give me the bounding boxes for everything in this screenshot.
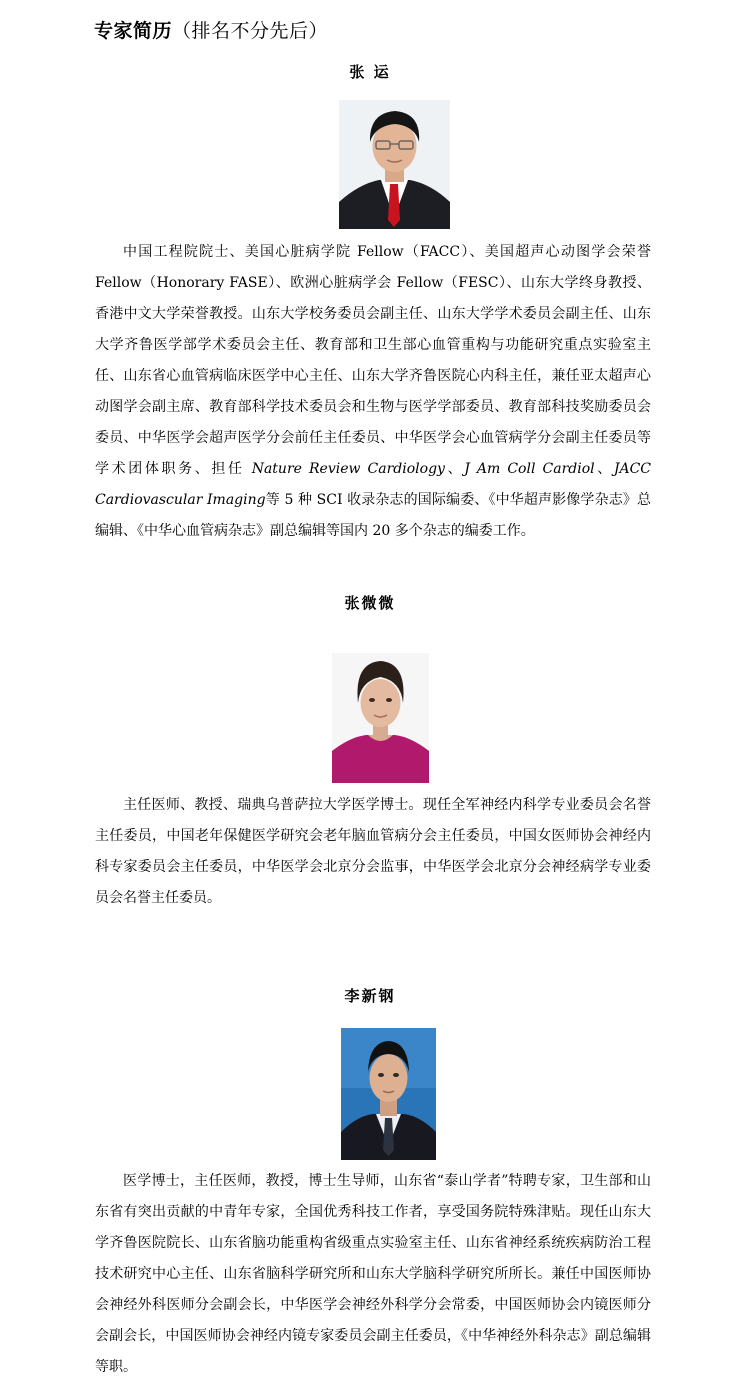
separator: 、	[444, 461, 465, 477]
expert-photo	[332, 653, 429, 783]
journal-name: Nature Review Cardiology	[251, 461, 445, 477]
expert-photo	[339, 100, 450, 229]
section-title: 专家简历	[94, 20, 173, 42]
journal-name: J Am Coll Cardiol	[464, 461, 595, 477]
expert-name: 张 运	[349, 63, 391, 81]
portrait-photo	[341, 1028, 436, 1160]
section-heading	[94, 16, 328, 43]
separator: 、	[594, 461, 614, 477]
bio-text-start: 中国工程院院士、美国心脏病学院 Fellow（FACC）、美国超声心动图学会荣誉 Fellow（Honorary FASE）、欧洲心脏病学会 Fellow（FESC）、山东大学终身教授、香港中文大学荣誉教授。山东大学校务委员会副主任、山东大学学术委员会副主任、山东大学齐鲁医学部学术委员会主任、教育部和卫生部心血管重构与功能研究重点实验室主任、山东省心血管病临床医学中心主任、山东大学齐鲁医院心内科主任，兼任亚太超声心动图学会副主席、教育部科学技术委员会和生物与医学学部委员、教育部科技奖励委员会委员、中华医学会超声医学分会前任主任委员、中华医学会心血管病学分会副主任委员等学术团体职务、担任	[95, 244, 651, 477]
expert-bio	[95, 237, 651, 547]
journal-name: JACC Cardiovascular Imaging	[95, 461, 652, 508]
expert-bio	[95, 1166, 651, 1383]
expert-name: 李新钢	[344, 987, 396, 1005]
bio-text-end: 等 5 种 SCI 收录杂志的国际编委、《中华超声影像学杂志》总编辑、《中华心血管病杂志》副总编辑等国内 20 多个杂志的编委工作。	[95, 492, 651, 539]
bio-text: 医学博士，主任医师，教授，博士生导师，山东省“泰山学者”特聘专家，卫生部和山东省有突出贡献的中青年专家，全国优秀科技工作者，享受国务院特殊津贴。现任山东大学齐鲁医院院长、山东省脑功能重构省级重点实验室主任、山东省神经系统疾病防治工程技术研究中心主任、山东省脑科学研究所和山东大学脑科学研究所所长。兼任中国医师协会神经外科医师分会副会长，中华医学会神经外科学分会常委，中国医师协会内镜医师分会副会长，中国医师协会神经内镜专家委员会副主任委员，《中华神经外科杂志》副总编辑等职。	[95, 1173, 651, 1375]
expert-photo	[341, 1028, 436, 1160]
bio-text: 主任医师、教授、瑞典乌普萨拉大学医学博士。现任全军神经内科学专业委员会名誉主任委员，中国老年保健医学研究会老年脑血管病分会主任委员，中国女医师协会神经内科专家委员会主任委员，中华医学会北京分会监事，中华医学会北京分会神经病学专业委员会名誉主任委员。	[95, 797, 651, 906]
section-subtitle: （排名不分先后）	[172, 20, 329, 42]
expert-name: 张微微	[344, 594, 396, 612]
portrait-photo	[339, 100, 450, 229]
portrait-photo	[332, 653, 429, 783]
expert-bio	[95, 790, 651, 914]
